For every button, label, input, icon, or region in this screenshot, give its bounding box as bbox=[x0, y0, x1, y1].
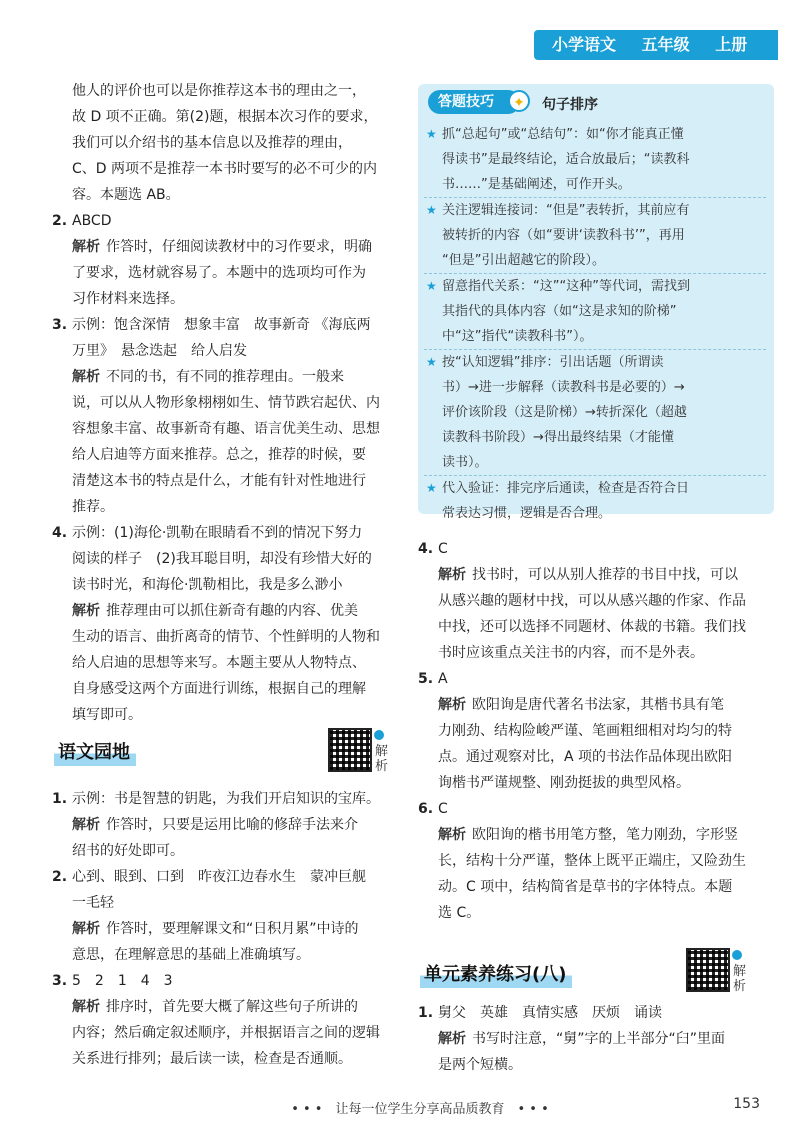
answer-item-2: 2. ABCD 解析 作答时，仔细阅读教材中的习作要求，明确 了要求，选材就容易了。本题中的选项均可作为 习作材料来选择。 bbox=[52, 213, 372, 307]
tip-item: ★ 留意指代关系：“这”“这种”等代词，需找到 其指代的具体内容（如“这是求知的阶梯” 中“这”指代“读教科书”）。 bbox=[424, 273, 766, 349]
garden-item-1: 1. 示例：书是智慧的钥匙，为我们开启知识的宝库。 解析 作答时，只要是运用比喻的修辞手法来介 绍书的好处即可。 bbox=[52, 791, 380, 859]
header-volume: 上册 bbox=[715, 35, 748, 54]
left-column-lower bbox=[52, 786, 387, 1072]
answer-item-r4: 4. C 解析 找书时，可以从别人推荐的书目中找，可以 从感兴趣的题材中找，可以从感兴趣的作家、作品 中找，还可以选择不同题材、体裁的书籍。我们找 书时应该重点关注书的内容，而不是外表。 bbox=[418, 541, 746, 661]
section-title-unit-practice: 单元素养练习(八) bbox=[420, 960, 572, 988]
lightbulb-icon: ✦ bbox=[508, 90, 530, 112]
continued-analysis: 他人的评价也可以是你推荐这本书的理由之一， 故 D 项不正确。第(2)题，根据本次习作的要求， 我们可以介绍书的基本信息以及推荐的理由， C、D 两项不是推荐一本书时要写的必不可少的内 容。本题选 AB。 bbox=[72, 83, 378, 203]
star-icon: ★ bbox=[426, 355, 437, 369]
garden-item-2: 2. 心到、眼到、口到 昨夜江边春水生 蒙冲巨舰 一毛轻 解析 作答时，要理解课文和“日积月累”中诗的 意思，在理解意思的基础上准确填写。 bbox=[52, 869, 366, 963]
qr-code-icon[interactable] bbox=[686, 948, 730, 992]
tip-item: ★ 按“认知逻辑”排序：引出话题（所谓读 书）→进一步解释（读教科书是必要的）→ 评价该阶段（这是阶梯）→转折深化（超越 读教科书阶段）→得出最终结果（才能懂 读书）。 bbox=[424, 349, 766, 475]
answer-item-3: 3. 示例：饱含深情 想象丰富 故事新奇 《海底两 万里》 悬念迭起 给人启发 解析 不同的书，有不同的推荐理由。一般来 说，可以从人物形象栩栩如生、情节跌宕起伏、内 容想象丰富、故事新奇有趣、语言优美生动、思想 给人启迪等方面来推荐。总之，推荐的时候，要 清楚这本书的特点是什么，才能有针对性地进行 推荐。 bbox=[52, 317, 380, 515]
play-icon bbox=[732, 950, 742, 960]
tips-subtitle: 句子排序 bbox=[542, 97, 598, 113]
page-number: 153 bbox=[733, 1096, 760, 1112]
tips-heading: 答题技巧 bbox=[428, 90, 520, 114]
dots-icon: • • • bbox=[504, 1102, 549, 1117]
right-column-lower bbox=[418, 1000, 763, 1078]
star-icon: ★ bbox=[426, 481, 437, 495]
star-icon: ★ bbox=[426, 127, 437, 141]
garden-item-3: 3. 5 2 1 4 3 解析 排序时，首先要大概了解这些句子所讲的 内容；然后确定叙述顺序，并根据语言之间的逻辑 关系进行排列；最后读一读，检查是否通顺。 bbox=[52, 973, 380, 1067]
left-column bbox=[52, 78, 387, 728]
qr-label: 解析 bbox=[733, 964, 747, 994]
play-icon bbox=[374, 730, 384, 740]
tip-item: ★ 关注逻辑连接词：“但是”表转折，其前应有 被转折的内容（如“要讲‘读教科书’”，再用 “但是”引出超越它的阶段）。 bbox=[424, 197, 766, 273]
footer-slogan: • • • 让每一位学生分享高品质教育 • • • bbox=[291, 1102, 549, 1117]
dots-icon: • • • bbox=[291, 1102, 336, 1117]
tips-box bbox=[418, 84, 774, 521]
tips-list bbox=[424, 122, 766, 526]
answer-item-4: 4. 示例：(1)海伦·凯勒在眼睛看不到的情况下努力 阅读的样子 (2)我耳聪目明，却没有珍惜大好的 读书时光，和海伦·凯勒相比，我是多么渺小 解析 推荐理由可以抓住新奇有趣的内容、优美 生动的语言、曲折离奇的情节、个性鲜明的人物和 给人启迪的思想等来写。本题主要从人物特点、 自身感受这两个方面进行训练，根据自己的理解 填写即可。 bbox=[52, 525, 380, 723]
star-icon: ★ bbox=[426, 279, 437, 293]
page-header bbox=[534, 30, 778, 60]
unit-item-1: 1. 舅父 英雄 真情实感 厌烦 诵读 解析 书写时注意，“舅”字的上半部分“臼”里面 是两个短横。 bbox=[418, 1005, 726, 1073]
tip-item: ★ 抓“总起句”或“总结句”：如“你才能真正懂 得读书”是最终结论，适合放最后；“读教科 书……”是基础阐述，可作开头。 bbox=[424, 122, 766, 197]
right-column bbox=[418, 536, 763, 926]
answer-item-r5: 5. A 解析 欧阳询是唐代著名书法家，其楷书具有笔 力刚劲、结构险峻严谨、笔画粗细相对均匀的特 点。通过观察对比，A 项的书法作品体现出欧阳 询楷书严谨规整、刚劲挺拔的典型风格。 bbox=[418, 671, 733, 791]
header-grade: 五年级 bbox=[641, 35, 690, 54]
qr-code-icon[interactable] bbox=[328, 728, 372, 772]
answer-item-r6: 6. C 解析 欧阳询的楷书用笔方整，笔力刚劲，字形竖 长，结构十分严谨，整体上既平正端庄，又险劲生 动。C 项中，结构简省是草书的字体特点。本题 选 C。 bbox=[418, 801, 746, 921]
tip-item: ★ 代入验证：排完序后通读，检查是否符合日 常表达习惯，逻辑是否合理。 bbox=[424, 475, 766, 526]
header-subject: 小学语文 bbox=[552, 35, 617, 54]
qr-label: 解析 bbox=[375, 744, 389, 774]
star-icon: ★ bbox=[426, 203, 437, 217]
section-title-yuwen-yuandi: 语文园地 bbox=[54, 738, 136, 766]
